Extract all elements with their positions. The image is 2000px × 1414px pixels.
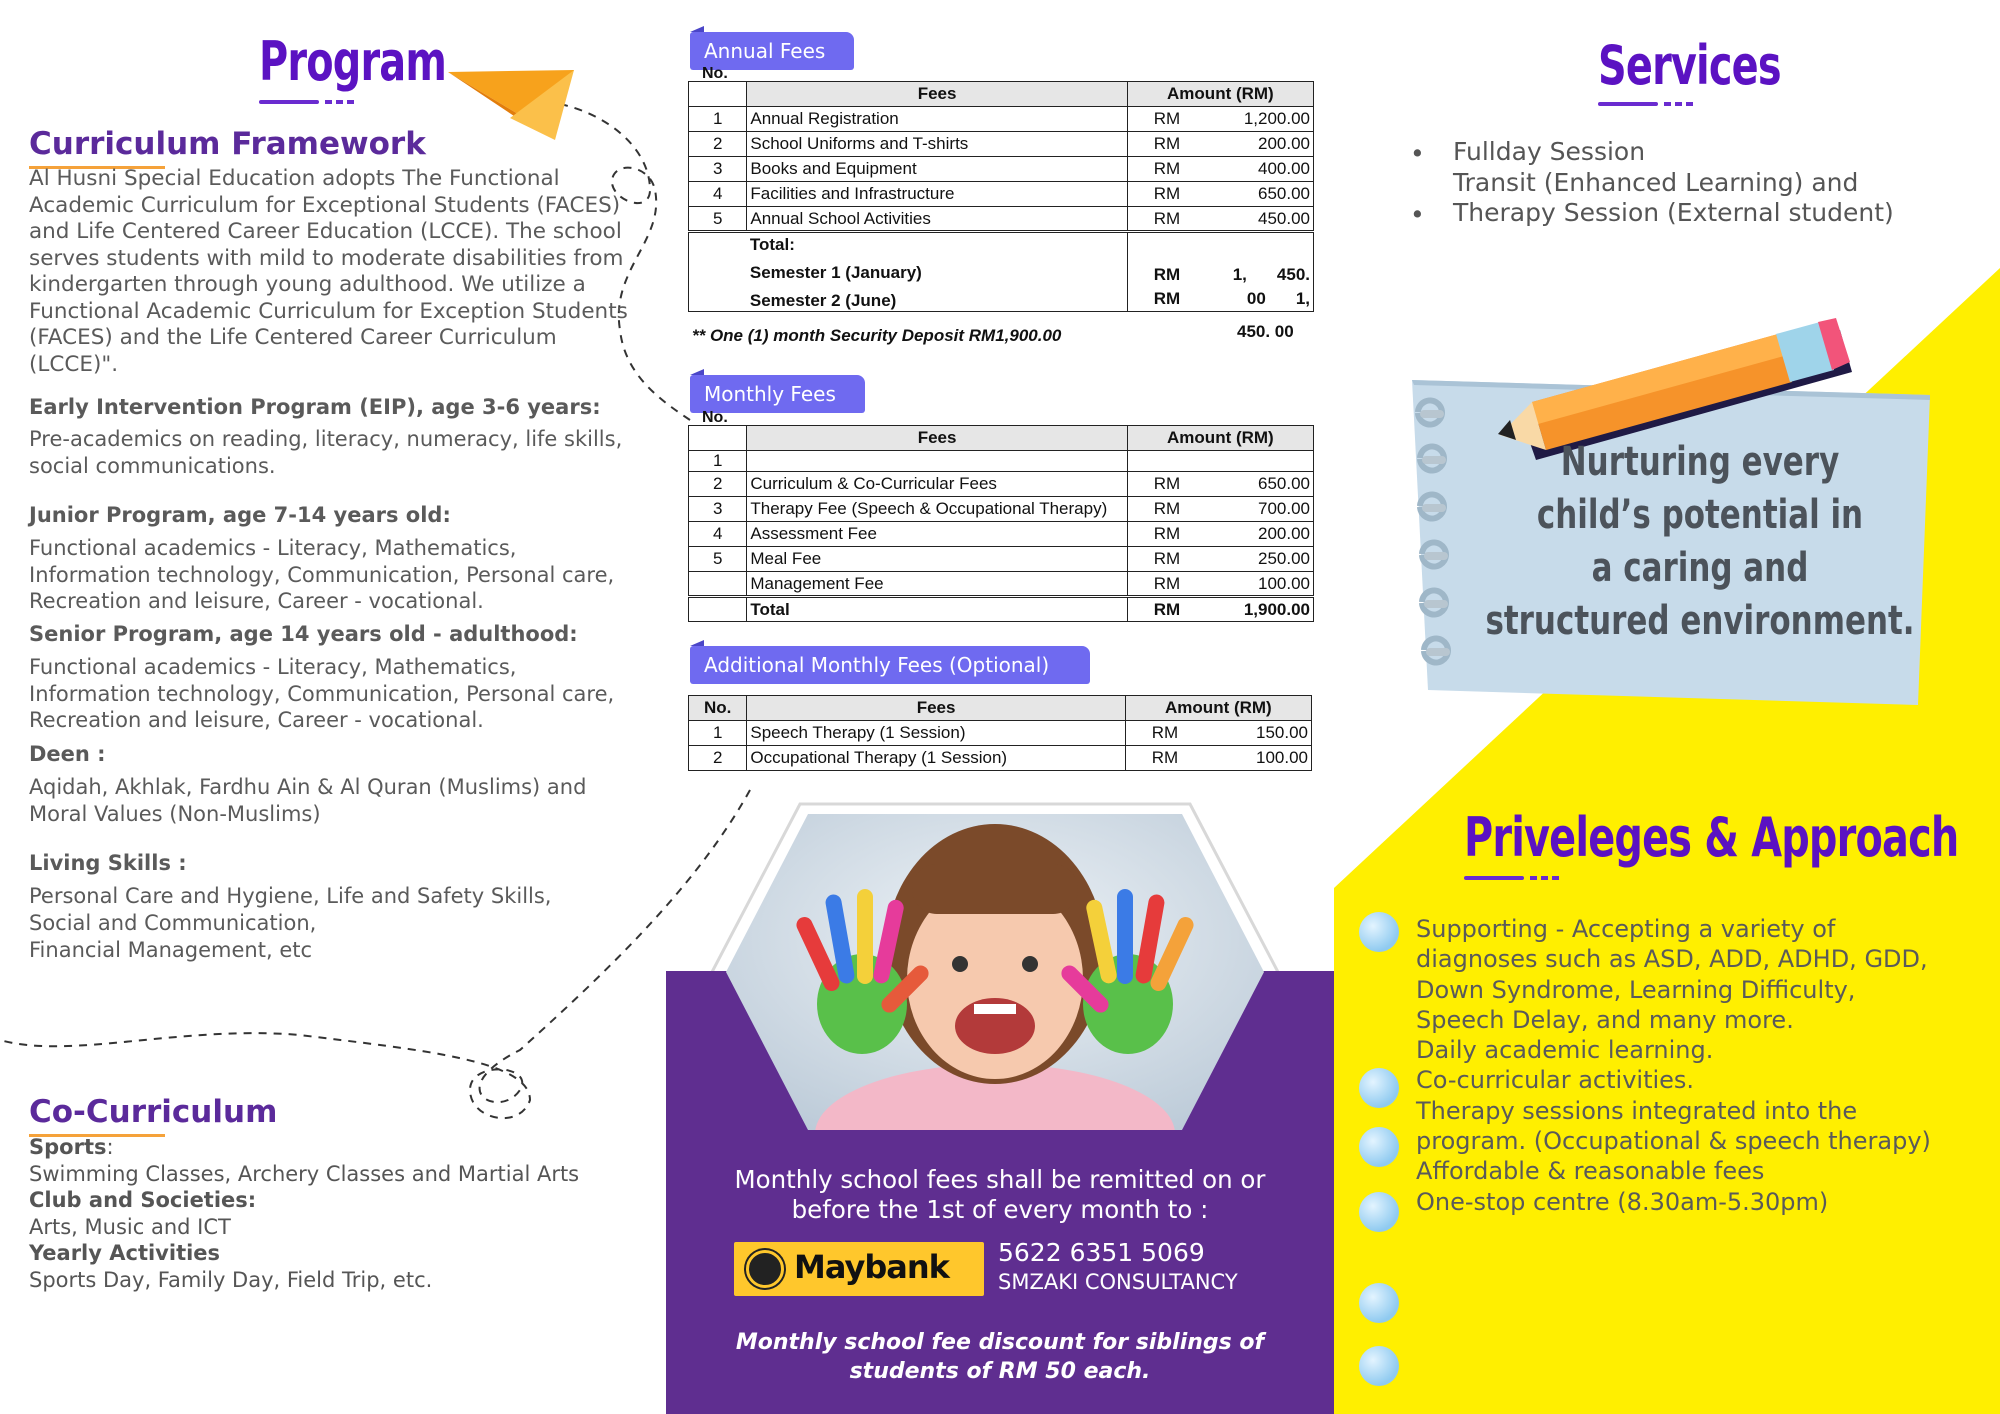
annual-amount: 450.00 xyxy=(1208,207,1314,232)
monthly-col-no xyxy=(689,426,747,451)
sibling-discount-line2: students of RM 50 each. xyxy=(849,1359,1151,1384)
table-row xyxy=(689,497,1314,522)
table-row xyxy=(689,547,1314,572)
child-photo xyxy=(712,804,1278,1140)
yearly-label: Yearly Activities xyxy=(29,1241,221,1265)
monthly-rm: RM xyxy=(1127,522,1208,547)
table-row xyxy=(689,207,1314,232)
deen-text: Aqidah, Akhlak, Fardhu Ain & Al Quran (Muslims) and Moral Values (Non-Muslims) xyxy=(29,775,587,826)
monthly-fee: Meal Fee xyxy=(747,547,1127,572)
motto-line3: a caring and xyxy=(1591,545,1809,591)
clubs-text: Arts, Music and ICT xyxy=(29,1214,231,1239)
monthly-rm xyxy=(1127,451,1208,472)
semester2-rm: RM xyxy=(1153,289,1181,308)
bullet-ball-icon xyxy=(1359,1068,1399,1108)
services-title-underline xyxy=(1598,102,1698,106)
privilege-line: Therapy sessions integrated into the xyxy=(1416,1096,1858,1125)
annual-total-label: Total: xyxy=(749,235,795,254)
bullet-ball-icon xyxy=(1359,1283,1399,1323)
account-number: 5622 6351 5069 xyxy=(998,1238,1205,1267)
annual-no-label: No. xyxy=(702,65,728,82)
services-bullet-2: • xyxy=(1410,200,1425,229)
monthly-total-rm: RM xyxy=(1127,597,1208,622)
monthly-amount: 100.00 xyxy=(1208,572,1314,597)
motto-quote xyxy=(1468,436,1932,648)
monthly-no: 1 xyxy=(689,451,747,472)
additional-no: 1 xyxy=(689,721,747,746)
monthly-amount: 250.00 xyxy=(1208,547,1314,572)
monthly-amount xyxy=(1208,451,1314,472)
eip-heading: Early Intervention Program (EIP), age 3-6 years: xyxy=(29,395,601,419)
payment-instruction-line2: before the 1st of every month to : xyxy=(791,1195,1209,1224)
table-row xyxy=(689,451,1314,472)
services-item-1-line1: Fullday Session xyxy=(1453,137,1646,166)
annual-fee: Annual School Activities xyxy=(747,207,1127,232)
monthly-no: 2 xyxy=(689,472,747,497)
annual-fees-table xyxy=(688,81,1314,312)
annual-header-row xyxy=(689,82,1314,107)
monthly-amount: 700.00 xyxy=(1208,497,1314,522)
additional-rm: RM xyxy=(1125,721,1206,746)
annual-no: 2 xyxy=(689,132,747,157)
annual-fee: Annual Registration xyxy=(747,107,1127,132)
living-heading: Living Skills : xyxy=(29,851,187,875)
annual-rm: RM xyxy=(1127,207,1208,232)
annual-amount-tail: 450. 00 xyxy=(1237,322,1294,341)
semester1-rm: RM xyxy=(1153,265,1181,284)
junior-text: Functional academics - Literacy, Mathematics, Information technology, Communication, Personal care, Recreation and leisure, Career - vocational. xyxy=(29,536,615,613)
semester2-label: Semester 2 (June) xyxy=(749,291,897,310)
table-row xyxy=(689,746,1312,771)
privilege-line: Daily academic learning. xyxy=(1416,1036,1714,1065)
annual-rm: RM xyxy=(1127,107,1208,132)
additional-no: 2 xyxy=(689,746,747,771)
semester2-amount-a: 00 xyxy=(1246,289,1266,308)
table-row xyxy=(689,182,1314,207)
table-row xyxy=(689,522,1314,547)
table-row xyxy=(689,107,1314,132)
privilege-line: Co-curricular activities. xyxy=(1416,1066,1695,1095)
annual-rm: RM xyxy=(1127,182,1208,207)
additional-fee: Speech Therapy (1 Session) xyxy=(747,721,1125,746)
additional-fees-tag: Additional Monthly Fees (Optional) xyxy=(690,646,1090,684)
monthly-fee: Therapy Fee (Speech & Occupational Therapy) xyxy=(747,497,1127,522)
program-title-underline xyxy=(259,100,359,104)
annual-no: 1 xyxy=(689,107,747,132)
services-bullet-1: • xyxy=(1410,139,1425,168)
bullet-ball-icon xyxy=(1359,912,1399,952)
table-row xyxy=(689,472,1314,497)
sports-text: Swimming Classes, Archery Classes and Martial Arts xyxy=(29,1161,580,1186)
annual-rm: RM xyxy=(1127,157,1208,182)
payment-instruction-line1: Monthly school fees shall be remitted on or xyxy=(734,1165,1266,1194)
yearly-text: Sports Day, Family Day, Field Trip, etc. xyxy=(29,1267,433,1292)
junior-heading: Junior Program, age 7-14 years old: xyxy=(29,503,451,527)
curriculum-heading: Curriculum Framework xyxy=(29,126,426,162)
curriculum-text: Al Husni Special Education adopts The Functional Academic Curriculum for Exceptional Students (FACES) and Life Centered Career Education (LCCE). The school serves students with mild to moderate disabilities from kindergarten through young adulthood. We utilize a Functional Academic Curriculum for Exception Students (FACES) and the Life Centered Career Curriculum (LCCE)". xyxy=(29,166,628,377)
table-row xyxy=(689,721,1312,746)
additional-header-row xyxy=(689,696,1312,721)
living-text-line2: Social and Communication, xyxy=(29,911,317,935)
monthly-col-amount: Amount (RM) xyxy=(1127,426,1313,451)
semester1-label: Semester 1 (January) xyxy=(749,263,922,282)
monthly-no xyxy=(689,572,747,597)
monthly-no: 5 xyxy=(689,547,747,572)
annual-amount: 650.00 xyxy=(1208,182,1314,207)
monthly-fee xyxy=(747,451,1127,472)
annual-fee: Books and Equipment xyxy=(747,157,1127,182)
motto-line4: structured environment. xyxy=(1485,598,1915,644)
annual-no: 3 xyxy=(689,157,747,182)
privilege-line: Affordable & reasonable fees xyxy=(1416,1157,1765,1186)
privilege-line: Down Syndrome, Learning Difficulty, xyxy=(1416,975,1856,1004)
maybank-name: Maybank xyxy=(794,1248,949,1286)
monthly-rm: RM xyxy=(1127,572,1208,597)
semester2-amount-b: 1, xyxy=(1295,289,1310,308)
annual-col-amount: Amount (RM) xyxy=(1127,82,1313,107)
services-title: Services xyxy=(1598,34,1781,97)
services-item-1-line2: Transit (Enhanced Learning) and xyxy=(1453,168,1859,197)
annual-rm: RM xyxy=(1127,132,1208,157)
deposit-note: ** One (1) month Security Deposit RM1,900.00 xyxy=(692,326,1062,345)
privilege-line: Supporting - Accepting a variety of xyxy=(1416,915,1836,943)
senior-text: Functional academics - Literacy, Mathematics, Information technology, Communication, Personal care, Recreation and leisure, Career - vocational. xyxy=(29,655,615,732)
additional-amount: 100.00 xyxy=(1206,746,1312,771)
annual-amount: 400.00 xyxy=(1208,157,1314,182)
semester1-amount-b: 450. xyxy=(1276,265,1310,284)
eip-text: Pre-academics on reading, literacy, numeracy, life skills, social communications. xyxy=(29,427,623,478)
annual-fees-tag: Annual Fees xyxy=(690,32,854,70)
additional-rm: RM xyxy=(1125,746,1206,771)
sports-colon: : xyxy=(106,1135,114,1159)
annual-fee: Facilities and Infrastructure xyxy=(747,182,1127,207)
annual-total-row xyxy=(689,232,1314,312)
monthly-fee: Assessment Fee xyxy=(747,522,1127,547)
maybank-logo-icon xyxy=(746,1250,784,1288)
annual-amount: 200.00 xyxy=(1208,132,1314,157)
maybank-badge xyxy=(734,1242,984,1296)
monthly-fees-table xyxy=(688,425,1314,622)
annual-amount: 1,200.00 xyxy=(1208,107,1314,132)
monthly-amount: 200.00 xyxy=(1208,522,1314,547)
additional-col-fees: Fees xyxy=(747,696,1125,721)
program-title: Program xyxy=(259,30,447,93)
annual-fee: School Uniforms and T-shirts xyxy=(747,132,1127,157)
monthly-no-label: No. xyxy=(702,409,728,426)
semester1-amount-a: 1, xyxy=(1232,265,1247,284)
bullet-ball-icon xyxy=(1359,1192,1399,1232)
additional-col-amount: Amount (RM) xyxy=(1125,696,1311,721)
privilege-line: program. (Occupational & speech therapy) xyxy=(1416,1127,1931,1156)
privilege-line: One-stop centre (8.30am-5.30pm) xyxy=(1416,1187,1829,1216)
services-item-2: Therapy Session (External student) xyxy=(1453,198,1894,227)
monthly-amount: 650.00 xyxy=(1208,472,1314,497)
clubs-label: Club and Societies: xyxy=(29,1188,257,1212)
monthly-fee: Curriculum & Co-Curricular Fees xyxy=(747,472,1127,497)
annual-col-no xyxy=(689,82,747,107)
monthly-rm: RM xyxy=(1127,497,1208,522)
annual-col-fees: Fees xyxy=(747,82,1127,107)
monthly-total-amount: 1,900.00 xyxy=(1208,597,1314,622)
monthly-rm: RM xyxy=(1127,472,1208,497)
monthly-rm: RM xyxy=(1127,547,1208,572)
deen-heading: Deen : xyxy=(29,742,106,766)
additional-fee: Occupational Therapy (1 Session) xyxy=(747,746,1125,771)
monthly-total-label: Total xyxy=(747,597,1127,622)
monthly-fees-tag: Monthly Fees xyxy=(690,375,865,413)
table-row xyxy=(689,132,1314,157)
senior-heading: Senior Program, age 14 years old - adulthood: xyxy=(29,622,578,646)
privileges-title-underline xyxy=(1464,876,1564,880)
account-name: SMZAKI CONSULTANCY xyxy=(998,1270,1238,1294)
sports-label: Sports xyxy=(29,1135,107,1159)
monthly-no: 4 xyxy=(689,522,747,547)
motto-line1: Nurturing every xyxy=(1560,439,1840,485)
bullet-ball-icon xyxy=(1359,1127,1399,1167)
annual-no: 4 xyxy=(689,182,747,207)
monthly-total-row xyxy=(689,597,1314,622)
paper-plane-icon xyxy=(448,70,574,140)
sibling-discount-line1: Monthly school fee discount for siblings of xyxy=(735,1330,1265,1355)
cocurriculum-heading: Co-Curriculum xyxy=(29,1094,278,1130)
privileges-title: Priveleges & Approach xyxy=(1464,806,1959,869)
table-row xyxy=(689,157,1314,182)
additional-amount: 150.00 xyxy=(1206,721,1312,746)
living-text-line1: Personal Care and Hygiene, Life and Safety Skills, xyxy=(29,884,552,908)
motto-line2: child’s potential in xyxy=(1536,492,1864,538)
living-text-line3: Financial Management, etc xyxy=(29,938,313,962)
cocurriculum-list xyxy=(29,1134,669,1293)
monthly-col-fees: Fees xyxy=(747,426,1127,451)
table-row xyxy=(689,572,1314,597)
additional-col-no: No. xyxy=(689,696,747,721)
additional-fees-table xyxy=(688,695,1312,771)
monthly-fee: Management Fee xyxy=(747,572,1127,597)
privilege-line: Speech Delay, and many more. xyxy=(1416,1005,1794,1034)
bullet-ball-icon xyxy=(1359,1346,1399,1386)
annual-no: 5 xyxy=(689,207,747,232)
privilege-line: diagnoses such as ASD, ADD, ADHD, GDD, xyxy=(1416,945,1928,974)
monthly-header-row xyxy=(689,426,1314,451)
monthly-no: 3 xyxy=(689,497,747,522)
privileges-list xyxy=(1416,914,1996,1217)
